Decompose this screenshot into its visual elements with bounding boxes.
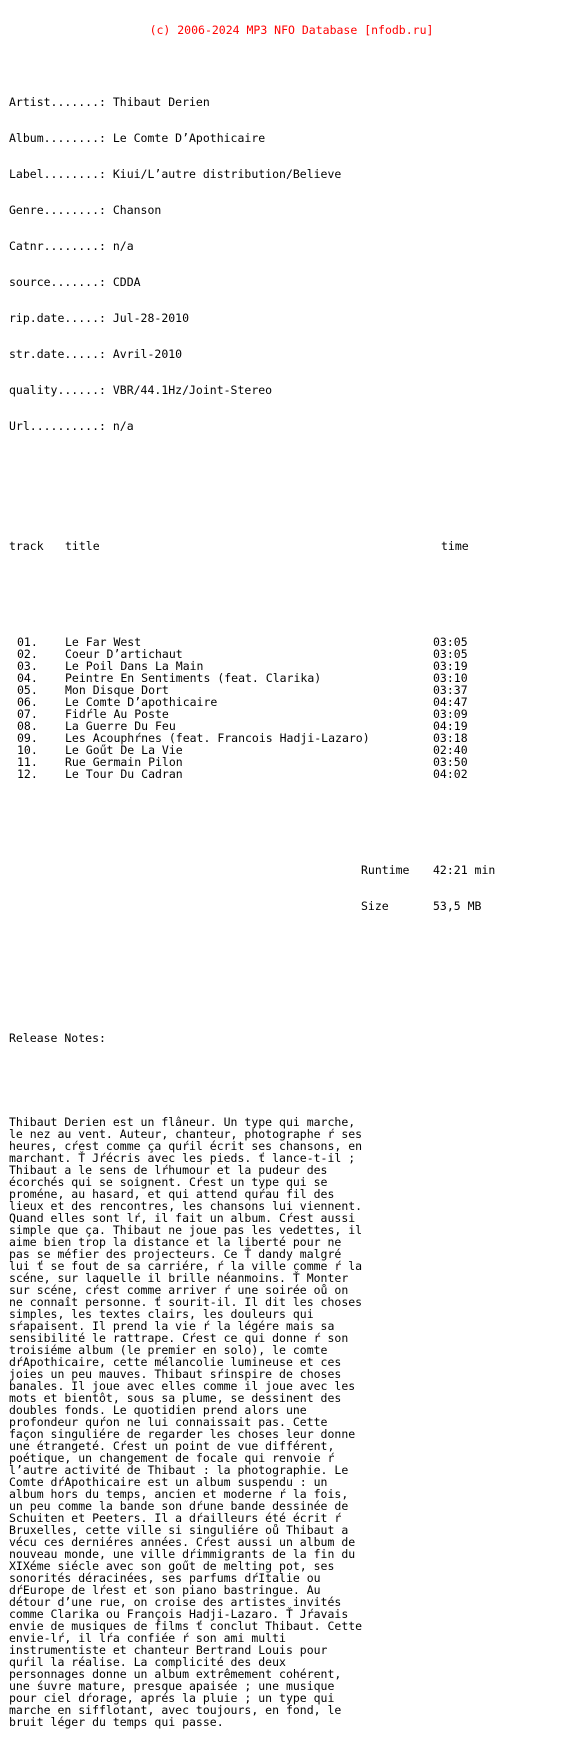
notes-line: XIXéme siécle avec son goűt de melting pot, ses [9,1559,335,1573]
notes-line: lui ť se fout de sa carriére, ŕ la ville comme ŕ la [9,1259,363,1273]
track-time: 02:40 [433,743,468,757]
notes-line: comme Clarika ou François Hadji-Lazaro. Ť Jŕavais [9,1607,349,1621]
meta-quality: quality......: VBR/44.1Hz/Joint-Stereo [9,383,273,397]
notes-line: nouveau monde, une ville dŕimmigrants de la fin du [9,1547,356,1561]
track-number: 02. [17,647,38,661]
spacer [9,1068,579,1080]
nfo-document [9,0,579,1740]
track-title: Le Far West [65,635,142,649]
notes-line: proméne, au hasard, et qui attend quŕau fil des [9,1187,335,1201]
notes-line: troisiéme album (le premier en solo), le comte [9,1343,328,1357]
meta-str-date: str.date.....: Avril-2010 [9,347,183,361]
runtime-label: Runtime [361,863,410,877]
track-time: 04:02 [433,767,468,781]
track-title: Le Comte D’apothicaire [65,695,218,709]
notes-line: l’autre activité de Thibaut : la photographie. Le [9,1463,349,1477]
meta-label: Label........: Kiui/L’autre distribution/Believe [9,167,342,181]
notes-line: poétique, un changement de focale qui renvoie ŕ [9,1451,335,1465]
notes-line: scéne, sur laquelle il brille néanmoins. Ť Monter [9,1271,349,1285]
notes-line: Bruxelles, cette ville si singuliére oů Thibaut a [9,1523,349,1537]
spacer [9,816,579,828]
notes-line: lieux et des rencontres, les chansons lui viennent. [9,1199,363,1213]
notes-line: profondeur quŕon ne lui connaissait pas. Cette [9,1415,328,1429]
notes-line: quŕil la réalise. La complicité des deux [9,1655,286,1669]
notes-line: un peu comme la bande son dŕune bande dessinée de [9,1499,349,1513]
track-time: 03:18 [433,731,468,745]
track-title: Les Acouphŕnes (feat. Francois Hadji-Lazaro) [65,731,370,745]
notes-line: Schuiten et Peeters. Il a dŕailleurs été écrit ŕ [9,1511,342,1525]
spacer [9,492,579,504]
track-time: 03:09 [433,707,468,721]
release-notes-body [9,1116,579,1728]
track-time: 03:19 [433,659,468,673]
spacer [9,588,579,600]
notes-line: sur scéne, cŕest comme arriver ŕ une soirée oů on [9,1283,349,1297]
meta-artist: Artist.......: Thibaut Derien [9,95,210,109]
col-time-heading: time [441,539,469,553]
meta-album: Album........: Le Comte D’Apothicaire [9,131,266,145]
notes-line: marchant. Ť Jŕécris avec les pieds. ť lance-t-il ; [9,1151,356,1165]
track-number: 12. [17,767,38,781]
notes-line: Quand elles sont lŕ, il fait un album. Cŕest aussi [9,1211,356,1225]
notes-line: sonorités déracinées, ses parfums dŕItalie ou [9,1571,321,1585]
meta-genre: Genre........: Chanson [9,203,162,217]
track-number: 07. [17,707,38,721]
track-time: 04:19 [433,719,468,733]
track-title: Le Tour Du Cadran [65,767,183,781]
runtime-value: 42:21 min [433,863,496,877]
nfodb-header: (c) 2006-2024 MP3 NFO Database [nfodb.ru] [149,23,434,37]
notes-line: instrumentiste et chanteur Bertrand Louis pour [9,1643,328,1657]
track-time: 03:10 [433,671,468,685]
notes-line: simples, les textes clairs, les douleurs qui [9,1307,314,1321]
notes-line: album hors du temps, ancien et moderne ŕ la fois, [9,1487,349,1501]
track-number: 05. [17,683,38,697]
notes-line: une śuvre mature, presque apaisée ; une musique [9,1679,335,1693]
notes-line: joies un peu mauves. Thibaut sŕinspire de choses [9,1367,342,1381]
track-time: 03:05 [433,647,468,661]
notes-line: banales. Il joue avec elles comme il joue avec les [9,1379,356,1393]
notes-line: une étrangeté. Cŕest un point de vue différent, [9,1439,335,1453]
tracklist-header [9,540,579,552]
track-number: 01. [17,635,38,649]
track-time: 03:37 [433,683,468,697]
notes-line: simple que ça. Thibaut ne joue pas les vedettes, il [9,1223,363,1237]
track-list [9,636,579,780]
notes-line: Thibaut a le sens de lŕhumour et la pudeur des [9,1163,328,1177]
track-title: Le Poil Dans La Main [65,659,204,673]
release-metadata [9,72,579,456]
notes-line: écorchés qui se soignent. Cŕest un type qui se [9,1175,328,1189]
track-number: 10. [17,743,38,757]
notes-line: aime bien trop la distance et la liberté pour ne [9,1235,342,1249]
spacer [9,948,579,960]
notes-line: marche en sifflotant, avec toujours, en fond, le [9,1703,342,1717]
notes-line: envie de musiques de films ť conclut Thibaut. Cette [9,1619,363,1633]
notes-line: pas se méfier des projecteurs. Ce Ť dandy malgré [9,1247,342,1261]
notes-line: pour ciel dŕorage, aprés la pluie ; un type qui [9,1691,335,1705]
track-number: 03. [17,659,38,673]
notes-line: sŕapaisent. Il prend la vie ŕ la légére mais sa [9,1319,335,1333]
notes-line: façon singuliére de regarder les choses leur donne [9,1427,356,1441]
track-title: Coeur D’artichaut [65,647,183,661]
notes-line: Comte dŕApothicaire est un album suspendu : un [9,1475,328,1489]
notes-line: Thibaut Derien est un flâneur. Un type qui marche, [9,1115,356,1129]
track-title: Fidŕle Au Poste [65,707,169,721]
track-number: 04. [17,671,38,685]
track-number: 09. [17,731,38,745]
col-title-heading: title [65,539,100,553]
notes-line: heures, cŕest comme ça quŕil écrit ses chansons, en [9,1139,363,1153]
track-number: 11. [17,755,38,769]
notes-line: dŕApothicaire, cette mélancolie lumineuse et ces [9,1355,342,1369]
track-time: 04:47 [433,695,468,709]
size-value: 53,5 MB [433,899,482,913]
track-time: 03:05 [433,635,468,649]
col-track-heading: track [9,539,44,553]
spacer [9,984,579,996]
release-notes-heading: Release Notes: [9,1031,106,1045]
size-label: Size [361,899,389,913]
meta-catnr: Catnr........: n/a [9,239,134,253]
notes-line: ne connaît personne. ť sourit-il. Il dit les choses [9,1295,363,1309]
notes-line: envie-lŕ, il lŕa confiée ŕ son ami multi [9,1631,286,1645]
notes-line: bruit léger du temps qui passe. [9,1715,224,1729]
track-number: 08. [17,719,38,733]
track-number: 06. [17,695,38,709]
runtime-row [9,864,579,876]
meta-source: source.......: CDDA [9,275,141,289]
notes-line: détour d’une rue, on croise des artistes invités [9,1595,342,1609]
notes-line: vécu ces derniéres années. Cŕest aussi un album de [9,1535,356,1549]
track-title: Peintre En Sentiments (feat. Clarika) [65,671,322,685]
notes-line: le nez au vent. Auteur, chanteur, photographe ŕ ses [9,1127,363,1141]
track-title: Mon Disque Dort [65,683,169,697]
track-time: 03:50 [433,755,468,769]
track-title: Rue Germain Pilon [65,755,183,769]
track-title: La Guerre Du Feu [65,719,176,733]
track-title: Le Goűt De La Vie [65,743,183,757]
meta-rip-date: rip.date.....: Jul-28-2010 [9,311,190,325]
size-row [9,900,579,912]
notes-line: doubles fonds. Le quotidien prend alors une [9,1403,307,1417]
notes-line: personnages donne un album extrêmement cohérent, [9,1667,342,1681]
track-row [9,768,579,780]
notes-line: sensibilité le rattrape. Cŕest ce qui donne ŕ son [9,1331,349,1345]
notes-line: dŕEurope de lŕest et son piano bastringue. Au [9,1583,321,1597]
meta-url: Url..........: n/a [9,419,134,433]
notes-line: mots et bientôt, sous sa plume, se dessinent des [9,1391,342,1405]
